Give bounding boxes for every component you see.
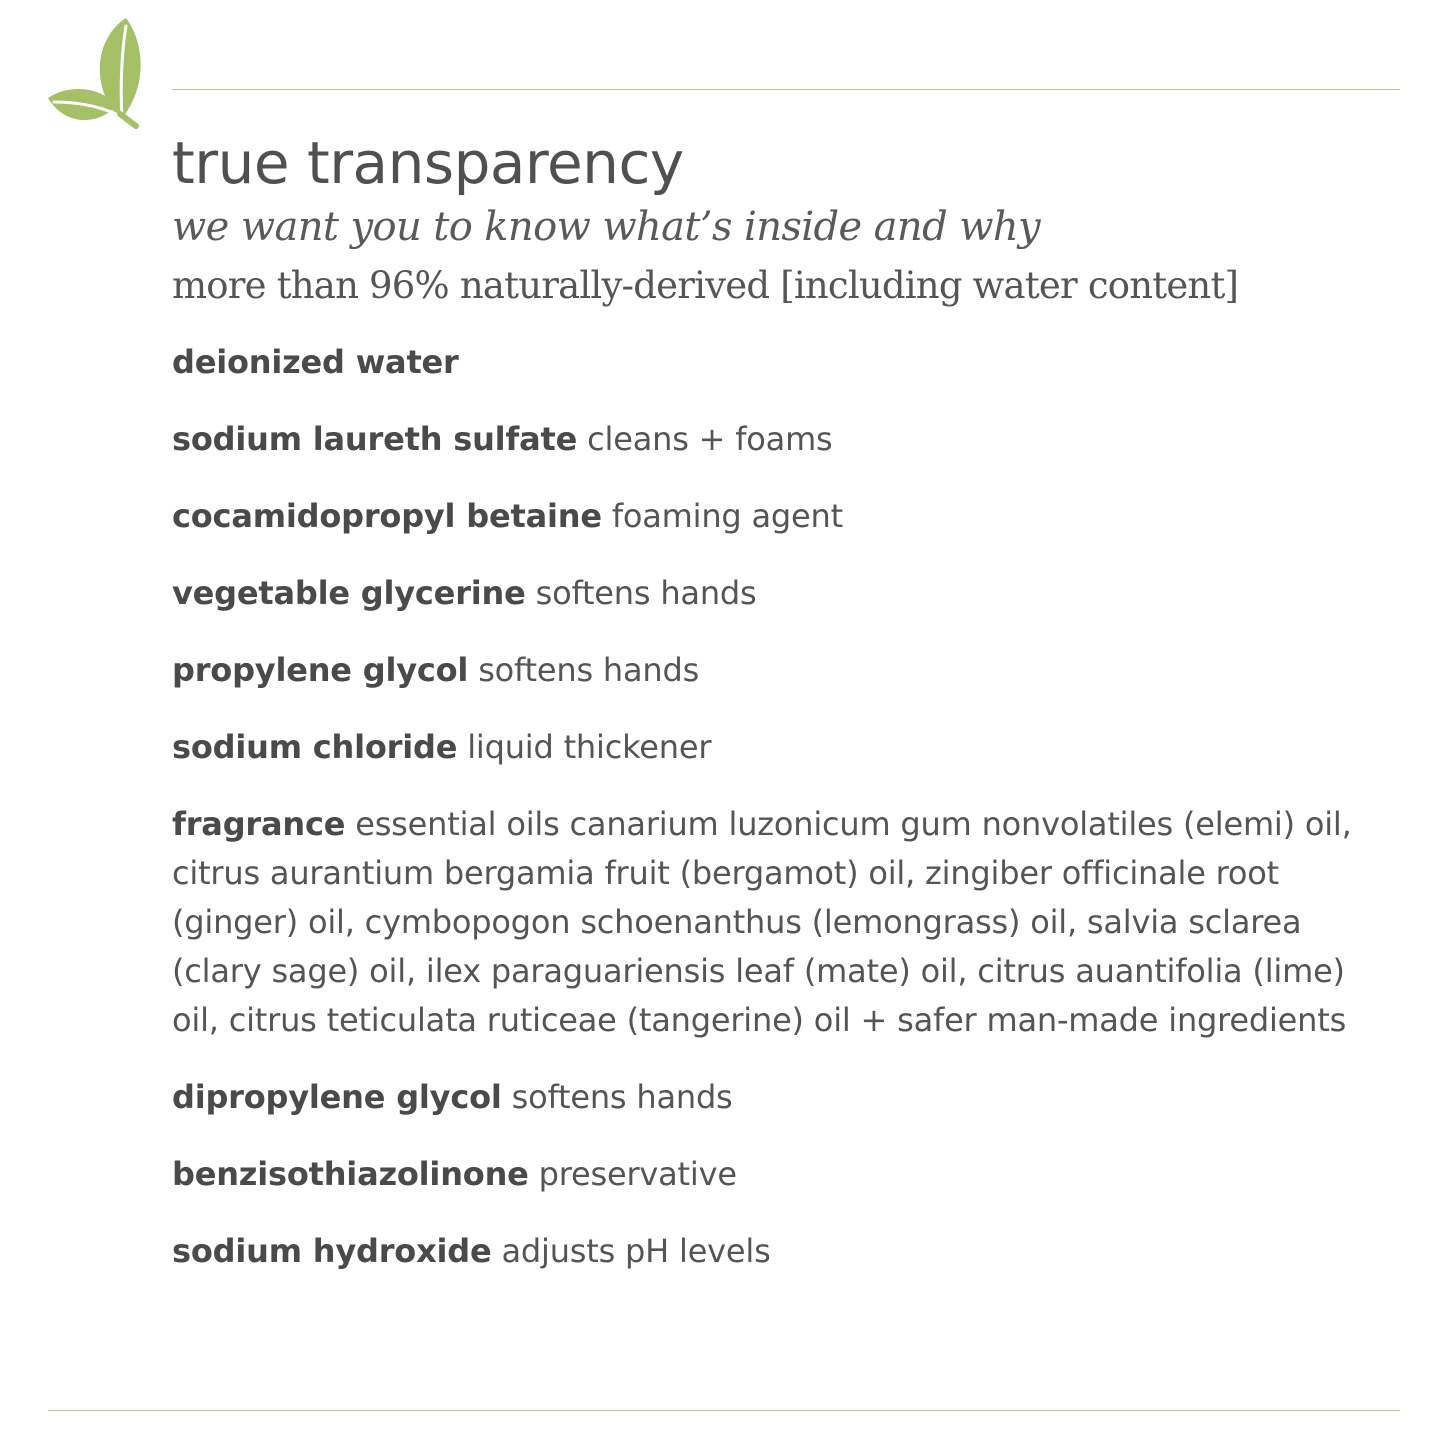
ingredient-list xyxy=(172,338,1362,1276)
leaf-icon xyxy=(46,14,146,130)
list-item xyxy=(172,1073,1362,1122)
ingredient-name: cocamidopropyl betaine xyxy=(172,497,602,535)
page-title: true transparency xyxy=(172,129,684,197)
list-item xyxy=(172,723,1362,772)
list-item xyxy=(172,1150,1362,1199)
list-item xyxy=(172,1227,1362,1276)
ingredient-name: deionized water xyxy=(172,343,459,381)
list-item xyxy=(172,415,1362,464)
ingredient-panel xyxy=(172,128,1362,1304)
list-item xyxy=(172,492,1362,541)
ingredient-purpose: adjusts pH levels xyxy=(501,1232,771,1270)
list-item xyxy=(172,338,1362,387)
ingredient-purpose: cleans + foams xyxy=(587,420,833,458)
ingredient-purpose: liquid thickener xyxy=(467,728,712,766)
ingredient-name: dipropylene glycol xyxy=(172,1078,502,1116)
ingredient-purpose: softens hands xyxy=(511,1078,733,1116)
natural-derived-statement: more than 96% naturally-derived [including water content] xyxy=(172,264,1239,307)
ingredient-name: sodium chloride xyxy=(172,728,458,766)
ingredient-name: benzisothiazolinone xyxy=(172,1155,529,1193)
list-item xyxy=(172,800,1362,1045)
ingredient-purpose: softens hands xyxy=(478,651,700,689)
ingredient-purpose: essential oils canarium luzonicum gum nonvolatiles (elemi) oil, citrus aurantium bergamia fruit (bergamot) oil, zingiber officinale root (ginger) oil, cymbopogon schoenanthus (lemongrass) oil, salvia sclarea (clary sage) oil, ilex paraguariensis leaf (mate) oil, citrus auantifolia (lime) oil, citrus teticulata ruticeae (tangerine) oil + safer man-made ingredients xyxy=(172,805,1352,1039)
ingredient-purpose: softens hands xyxy=(535,574,757,612)
ingredient-purpose: preservative xyxy=(538,1155,737,1193)
top-divider xyxy=(172,89,1400,90)
list-item xyxy=(172,569,1362,618)
ingredient-name: vegetable glycerine xyxy=(172,574,526,612)
page-subtitle: we want you to know what’s inside and why xyxy=(172,204,1040,250)
ingredient-name: fragrance xyxy=(172,805,346,843)
ingredient-name: sodium laureth sulfate xyxy=(172,420,578,458)
list-item xyxy=(172,646,1362,695)
ingredient-name: propylene glycol xyxy=(172,651,469,689)
ingredient-purpose: foaming agent xyxy=(611,497,843,535)
bottom-divider xyxy=(48,1410,1400,1411)
ingredient-name: sodium hydroxide xyxy=(172,1232,492,1270)
